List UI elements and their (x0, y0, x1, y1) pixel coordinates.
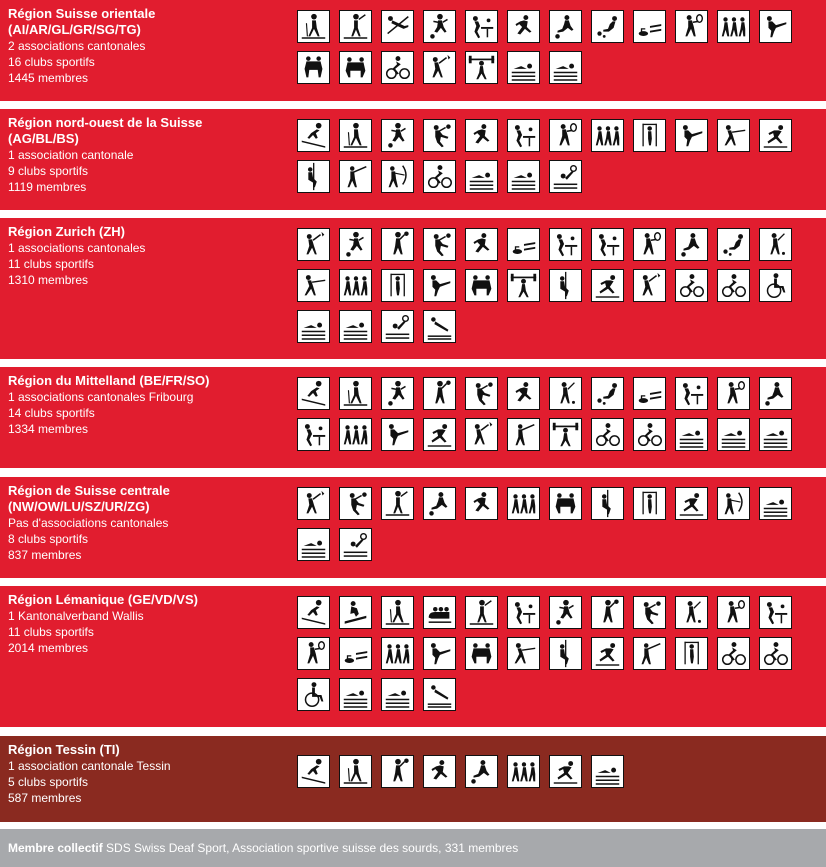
table-tennis-icon (465, 10, 498, 43)
sport-icon-grid (297, 10, 817, 84)
sport-icon-grid (297, 596, 817, 711)
golf-icon (549, 377, 582, 410)
sport-icon-grid (297, 377, 817, 451)
cycling-icon (633, 418, 666, 451)
badminton-icon (297, 487, 330, 520)
region-clubs: 16 clubs sportifs (8, 55, 95, 69)
region-clubs: 5 clubs sportifs (8, 775, 89, 789)
region-title-line: (NW/OW/LU/SZ/UR/ZG) (8, 499, 150, 514)
sprint-icon (675, 487, 708, 520)
shooting-icon (633, 637, 666, 670)
swimming-icon (339, 678, 372, 711)
swimming-icon (717, 418, 750, 451)
curling-icon (507, 228, 540, 261)
climbing-icon (549, 637, 582, 670)
cycling-icon (423, 160, 456, 193)
basketball-icon (591, 596, 624, 629)
region-title (8, 592, 288, 608)
badminton-icon (465, 418, 498, 451)
wrestling-icon (339, 51, 372, 84)
region-3 (0, 367, 826, 468)
bowling-icon (549, 10, 582, 43)
athletics-run-icon (465, 228, 498, 261)
handball-icon (423, 119, 456, 152)
fencing-icon (297, 269, 330, 302)
badminton-icon (297, 228, 330, 261)
swimming-icon (759, 418, 792, 451)
gymnastics-icon (633, 119, 666, 152)
fencing-icon (507, 637, 540, 670)
water-polo-icon (339, 528, 372, 561)
athletics-run-icon (507, 10, 540, 43)
xc-ski-icon (297, 10, 330, 43)
region-clubs: 9 clubs sportifs (8, 164, 89, 178)
region-members: 1119 membres (8, 180, 87, 194)
table-tennis-icon (507, 119, 540, 152)
sprint-icon (591, 269, 624, 302)
region-title-line: Région Lémanique (GE/VD/VS) (8, 592, 198, 607)
region-info (8, 592, 288, 656)
cycling-icon (717, 269, 750, 302)
region-title-line: (AG/BL/BS) (8, 131, 79, 146)
volleyball-icon (717, 10, 750, 43)
swimming-icon (591, 755, 624, 788)
handball-icon (423, 228, 456, 261)
region-associations: 1 association cantonale (8, 148, 134, 162)
xc-ski-icon (381, 596, 414, 629)
curling-icon (339, 637, 372, 670)
bobsleigh-icon (423, 596, 456, 629)
region-clubs: 14 clubs sportifs (8, 406, 95, 420)
gymnastics-icon (381, 269, 414, 302)
alpine-ski-icon (297, 596, 330, 629)
xc-ski-icon (339, 755, 372, 788)
swimming-icon (507, 51, 540, 84)
region-title (8, 373, 288, 389)
wheelchair-icon (297, 678, 330, 711)
region-title-line: Région de Suisse centrale (8, 483, 170, 498)
region-clubs: 11 clubs sportifs (8, 257, 94, 271)
fencing-icon (717, 119, 750, 152)
cycling-icon (759, 637, 792, 670)
tennis-icon (549, 119, 582, 152)
region-5 (0, 586, 826, 727)
curling-icon (633, 10, 666, 43)
region-associations: 1 associations cantonales (8, 241, 146, 255)
region-title (8, 6, 288, 38)
region-associations: 2 associations cantonales (8, 39, 146, 53)
cycling-icon (381, 51, 414, 84)
basketball-icon (423, 377, 456, 410)
cycling-icon (675, 269, 708, 302)
region-title-line: Région Tessin (TI) (8, 742, 120, 757)
sprint-icon (549, 755, 582, 788)
athletics-run-icon (423, 755, 456, 788)
region-members: 2014 membres (8, 641, 89, 655)
bowling-icon (465, 755, 498, 788)
bowling-icon (759, 377, 792, 410)
football-icon (339, 228, 372, 261)
bowling-icon (675, 228, 708, 261)
karate-icon (423, 637, 456, 670)
tennis-icon (717, 596, 750, 629)
cycling-icon (717, 637, 750, 670)
handball-icon (339, 487, 372, 520)
region-associations: Pas d'associations cantonales (8, 516, 169, 530)
diving-icon (423, 678, 456, 711)
region-0 (0, 0, 826, 101)
region-6 (0, 736, 826, 822)
region-title-line: (AI/AR/GL/GR/SG/TG) (8, 22, 141, 37)
judo-icon (297, 51, 330, 84)
swimming-icon (297, 528, 330, 561)
wrestling-icon (465, 637, 498, 670)
tennis-icon (717, 377, 750, 410)
athletics-run-icon (507, 377, 540, 410)
archery-icon (381, 160, 414, 193)
karate-icon (381, 418, 414, 451)
golf-icon (675, 596, 708, 629)
badminton-icon (633, 269, 666, 302)
region-2 (0, 218, 826, 359)
ski-jump-icon (381, 10, 414, 43)
alpine-ski-icon (297, 119, 330, 152)
wrestling-icon (549, 487, 582, 520)
table-tennis-icon (507, 596, 540, 629)
handball-icon (633, 596, 666, 629)
sprint-icon (591, 637, 624, 670)
swimming-icon (381, 678, 414, 711)
region-members: 587 membres (8, 791, 82, 805)
region-info (8, 224, 288, 288)
sprint-icon (759, 119, 792, 152)
xc-ski-icon (339, 119, 372, 152)
shooting-icon (507, 418, 540, 451)
table-tennis-icon (675, 377, 708, 410)
climbing-icon (297, 160, 330, 193)
region-info (8, 6, 288, 86)
cycling-icon (591, 418, 624, 451)
region-info (8, 115, 288, 195)
region-members: 837 membres (8, 548, 82, 562)
region-1 (0, 109, 826, 210)
volleyball-icon (507, 755, 540, 788)
swimming-icon (507, 160, 540, 193)
region-title-line: Région nord-ouest de la Suisse (8, 115, 203, 130)
swimming-icon (339, 310, 372, 343)
climbing-icon (591, 487, 624, 520)
region-title (8, 115, 288, 147)
athletics-run-icon (465, 487, 498, 520)
alpine-ski-icon (297, 377, 330, 410)
volleyball-icon (339, 418, 372, 451)
water-polo-icon (549, 160, 582, 193)
region-title-line: Région Suisse orientale (8, 6, 156, 21)
region-title (8, 483, 288, 515)
region-clubs: 8 clubs sportifs (8, 532, 89, 546)
weightlifting-icon (465, 51, 498, 84)
region-members: 1445 membres (8, 71, 89, 85)
region-associations: 1 associations cantonales Fribourg (8, 390, 194, 404)
snowboard-icon (339, 596, 372, 629)
biathlon-icon (465, 596, 498, 629)
gymnastics-icon (675, 637, 708, 670)
basketball-icon (381, 228, 414, 261)
sprint-icon (423, 418, 456, 451)
region-members: 1334 membres (8, 422, 89, 436)
climbing-icon (549, 269, 582, 302)
region-4 (0, 477, 826, 578)
volleyball-icon (339, 269, 372, 302)
petanque-icon (591, 10, 624, 43)
diving-icon (423, 310, 456, 343)
wrestling-icon (465, 269, 498, 302)
handball-icon (465, 377, 498, 410)
basketball-icon (381, 755, 414, 788)
region-title-line: Région du Mittelland (BE/FR/SO) (8, 373, 210, 388)
region-members: 1310 membres (8, 273, 89, 287)
weightlifting-icon (549, 418, 582, 451)
swimming-icon (759, 487, 792, 520)
sport-icon-grid (297, 487, 817, 561)
region-info (8, 483, 288, 563)
biathlon-icon (381, 487, 414, 520)
region-title (8, 224, 288, 240)
biathlon-icon (339, 10, 372, 43)
footer-text: SDS Swiss Deaf Sport, Association sportive suisse des sourds, 331 membres (102, 841, 519, 855)
water-polo-icon (381, 310, 414, 343)
table-tennis-icon (549, 228, 582, 261)
region-clubs: 11 clubs sportifs (8, 625, 94, 639)
football-icon (381, 377, 414, 410)
weightlifting-icon (507, 269, 540, 302)
gymnastics-icon (633, 487, 666, 520)
archery-icon (717, 487, 750, 520)
swimming-icon (549, 51, 582, 84)
table-tennis-icon (297, 418, 330, 451)
bowling-icon (423, 487, 456, 520)
region-associations: 1 Kantonalverband Wallis (8, 609, 144, 623)
sport-icon-grid (297, 228, 817, 343)
region-associations: 1 association cantonale Tessin (8, 759, 171, 773)
volleyball-icon (591, 119, 624, 152)
volleyball-icon (381, 637, 414, 670)
swimming-icon (297, 310, 330, 343)
table-tennis-icon (759, 596, 792, 629)
xc-ski-icon (339, 377, 372, 410)
volleyball-icon (507, 487, 540, 520)
football-icon (423, 10, 456, 43)
swimming-icon (465, 160, 498, 193)
curling-icon (633, 377, 666, 410)
karate-icon (759, 10, 792, 43)
sport-icon-grid (297, 755, 817, 788)
tennis-icon (297, 637, 330, 670)
swimming-icon (675, 418, 708, 451)
table-tennis-icon (591, 228, 624, 261)
athletics-run-icon (465, 119, 498, 152)
karate-icon (675, 119, 708, 152)
collective-member-footer (0, 829, 826, 867)
badminton-icon (423, 51, 456, 84)
football-icon (381, 119, 414, 152)
tennis-icon (675, 10, 708, 43)
region-title (8, 742, 288, 758)
region-title-line: Région Zurich (ZH) (8, 224, 125, 239)
golf-icon (759, 228, 792, 261)
petanque-icon (717, 228, 750, 261)
karate-icon (423, 269, 456, 302)
region-info (8, 373, 288, 437)
tennis-icon (633, 228, 666, 261)
sport-icon-grid (297, 119, 817, 193)
footer-label: Membre collectif (8, 841, 103, 855)
petanque-icon (591, 377, 624, 410)
alpine-ski-icon (297, 755, 330, 788)
region-info (8, 742, 288, 806)
shooting-icon (339, 160, 372, 193)
football-icon (549, 596, 582, 629)
wheelchair-icon (759, 269, 792, 302)
